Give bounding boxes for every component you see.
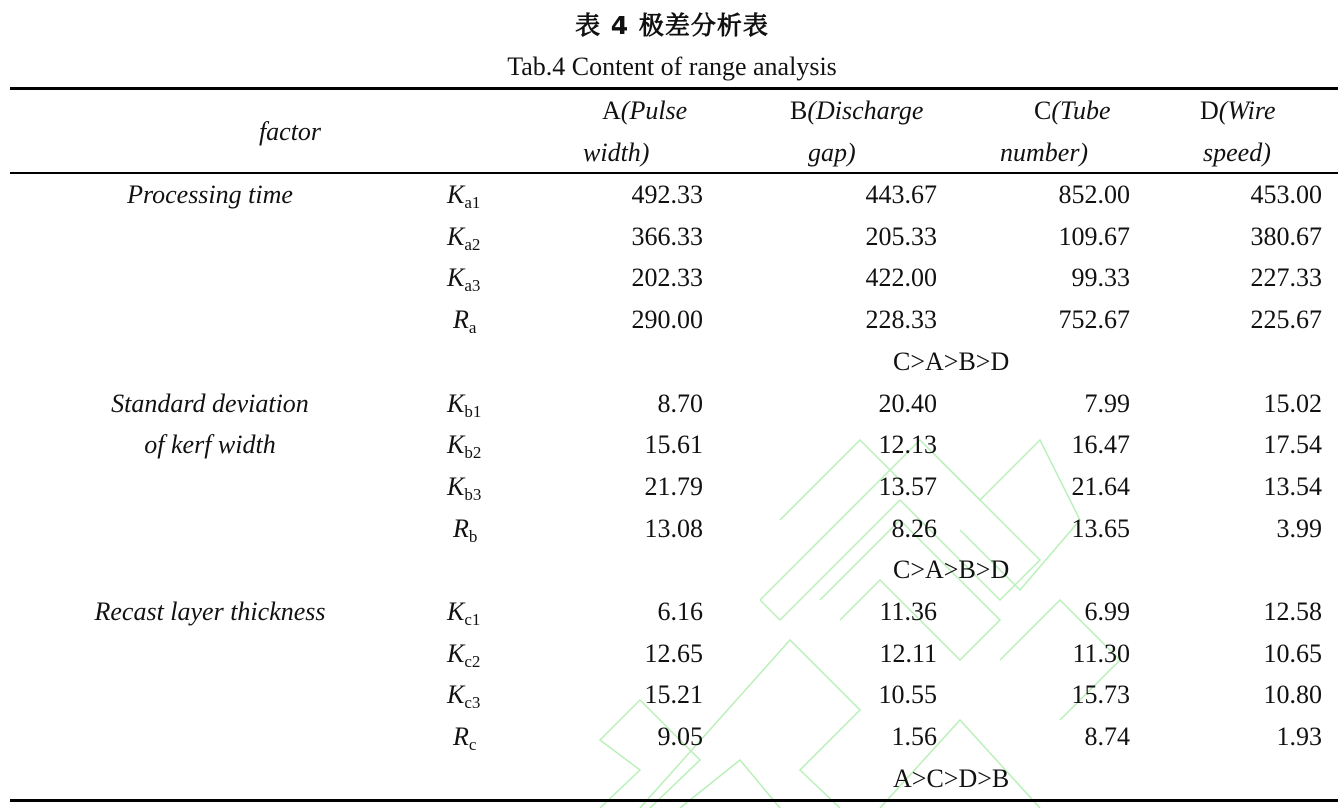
header-col-c-line1: (Tube: [1051, 96, 1111, 125]
header-col-a-line2: width): [583, 138, 650, 167]
cell-b: 443.67: [865, 180, 937, 209]
cell-c: 6.99: [1084, 597, 1130, 626]
row-symbol-subscript: b: [468, 526, 478, 546]
row-symbol: [447, 430, 481, 468]
cell-d: 225.67: [1250, 305, 1322, 335]
row-symbol-subscript: c1: [464, 610, 481, 629]
header-col-b-line2: gap): [808, 138, 856, 167]
row-symbol-letter: R: [453, 305, 469, 335]
cell-a: 8.70: [657, 388, 703, 418]
header-col-d-line2: speed): [1203, 138, 1271, 167]
cell-a: 21.79: [644, 471, 703, 501]
cell-c: 7.99: [1084, 388, 1130, 418]
cell-b: 20.40: [878, 388, 937, 418]
cell-b: 11.36: [879, 597, 937, 626]
row-symbol: [447, 639, 480, 677]
cell-d: 1.93: [1276, 722, 1322, 752]
row-symbol-subscript: b3: [464, 484, 482, 504]
header-col-a-line1: (Pulse: [620, 96, 688, 125]
cell-b: 12.13: [878, 430, 937, 460]
header-col-b-line1: (Discharge: [807, 96, 924, 125]
cell-b: 1.56: [891, 722, 937, 752]
row-symbol: [447, 472, 481, 510]
table-bottom-rule: [10, 799, 1338, 802]
cell-b: 13.57: [878, 471, 937, 501]
row-symbol: [447, 180, 480, 218]
cell-a: 6.16: [657, 597, 703, 626]
cell-b: 10.55: [878, 680, 937, 710]
row-symbol-letter: K: [447, 388, 465, 418]
row-symbol-letter: K: [447, 221, 465, 251]
header-col-b-letter: B: [790, 96, 808, 125]
row-symbol-subscript: c3: [464, 693, 481, 713]
cell-d: 380.67: [1250, 221, 1322, 251]
cell-d: 12.58: [1263, 597, 1322, 626]
table-caption-chinese: 表 4 极差分析表: [575, 11, 769, 40]
cell-b: 12.11: [879, 638, 937, 668]
cell-a: 202.33: [631, 263, 703, 293]
row-symbol-letter: K: [447, 263, 465, 293]
cell-b: 422.00: [865, 263, 937, 293]
row-symbol-letter: K: [447, 638, 465, 668]
row-symbol: [453, 514, 477, 552]
header-col-c-line2: number): [1000, 138, 1089, 167]
header-col-a-letter: A: [602, 96, 621, 125]
factor-order: C>A>B>D: [893, 555, 1010, 585]
cell-d: 3.99: [1276, 513, 1322, 543]
row-symbol: [447, 389, 481, 427]
cell-d: 17.54: [1263, 430, 1322, 460]
row-symbol: [447, 680, 480, 718]
group-label: of kerf width: [144, 430, 276, 460]
table-top-rule: [10, 87, 1338, 90]
table-header-rule: [10, 172, 1338, 174]
cell-c: 109.67: [1058, 221, 1130, 251]
factor-order: C>A>B>D: [893, 346, 1010, 376]
cell-a: 13.08: [644, 513, 703, 543]
cell-c: 13.65: [1071, 513, 1130, 543]
cell-b: 8.26: [891, 513, 937, 543]
row-symbol-subscript: c2: [464, 651, 481, 671]
row-symbol-subscript: a3: [464, 276, 481, 296]
row-symbol-subscript: b2: [464, 443, 482, 463]
cell-a: 366.33: [631, 221, 703, 251]
row-symbol: [447, 597, 480, 635]
row-symbol-subscript: a: [468, 318, 477, 338]
cell-d: 15.02: [1263, 388, 1322, 418]
cell-a: 290.00: [631, 305, 703, 335]
cell-b: 228.33: [865, 305, 937, 335]
header-col-d-letter: D: [1200, 96, 1219, 125]
cell-b: 205.33: [865, 221, 937, 251]
cell-a: 9.05: [657, 722, 703, 752]
cell-a: 12.65: [644, 638, 703, 668]
cell-c: 16.47: [1071, 430, 1130, 460]
cell-c: 21.64: [1071, 471, 1130, 501]
cell-c: 852.00: [1058, 180, 1130, 209]
row-symbol-letter: K: [447, 180, 465, 209]
cell-a: 492.33: [631, 180, 703, 209]
row-symbol-subscript: a2: [464, 234, 481, 254]
row-symbol-letter: K: [447, 471, 465, 501]
cell-c: 11.30: [1072, 638, 1130, 668]
cell-c: 8.74: [1084, 722, 1130, 752]
cell-a: 15.61: [644, 430, 703, 460]
cell-c: 752.67: [1058, 305, 1130, 335]
row-symbol: [447, 222, 480, 260]
cell-d: 10.80: [1263, 680, 1322, 710]
row-symbol-letter: K: [447, 430, 465, 460]
cell-d: 13.54: [1263, 471, 1322, 501]
row-symbol-subscript: a1: [464, 193, 481, 212]
cell-c: 15.73: [1071, 680, 1130, 710]
group-label: Recast layer thickness: [94, 597, 326, 626]
row-symbol-letter: R: [453, 513, 469, 543]
row-symbol-subscript: b1: [464, 401, 482, 421]
row-symbol-letter: R: [453, 722, 469, 752]
row-symbol-subscript: c: [468, 735, 477, 755]
row-symbol: [453, 305, 476, 343]
cell-d: 10.65: [1263, 638, 1322, 668]
cell-c: 99.33: [1071, 263, 1130, 293]
cell-d: 227.33: [1250, 263, 1322, 293]
row-symbol: [447, 263, 480, 301]
header-col-c-letter: C: [1034, 96, 1052, 125]
row-symbol-letter: K: [447, 680, 465, 710]
factor-order: A>C>D>B: [893, 763, 1010, 793]
header-col-d-line1: (Wire: [1218, 96, 1276, 125]
row-symbol-letter: K: [447, 597, 465, 626]
group-label: Standard deviation: [111, 388, 309, 418]
cell-d: 453.00: [1250, 180, 1322, 209]
table-caption-english: Tab.4 Content of range analysis: [507, 52, 837, 81]
group-label: Processing time: [127, 180, 293, 209]
cell-a: 15.21: [644, 680, 703, 710]
row-symbol: [453, 722, 476, 760]
header-factor: factor: [258, 117, 322, 146]
